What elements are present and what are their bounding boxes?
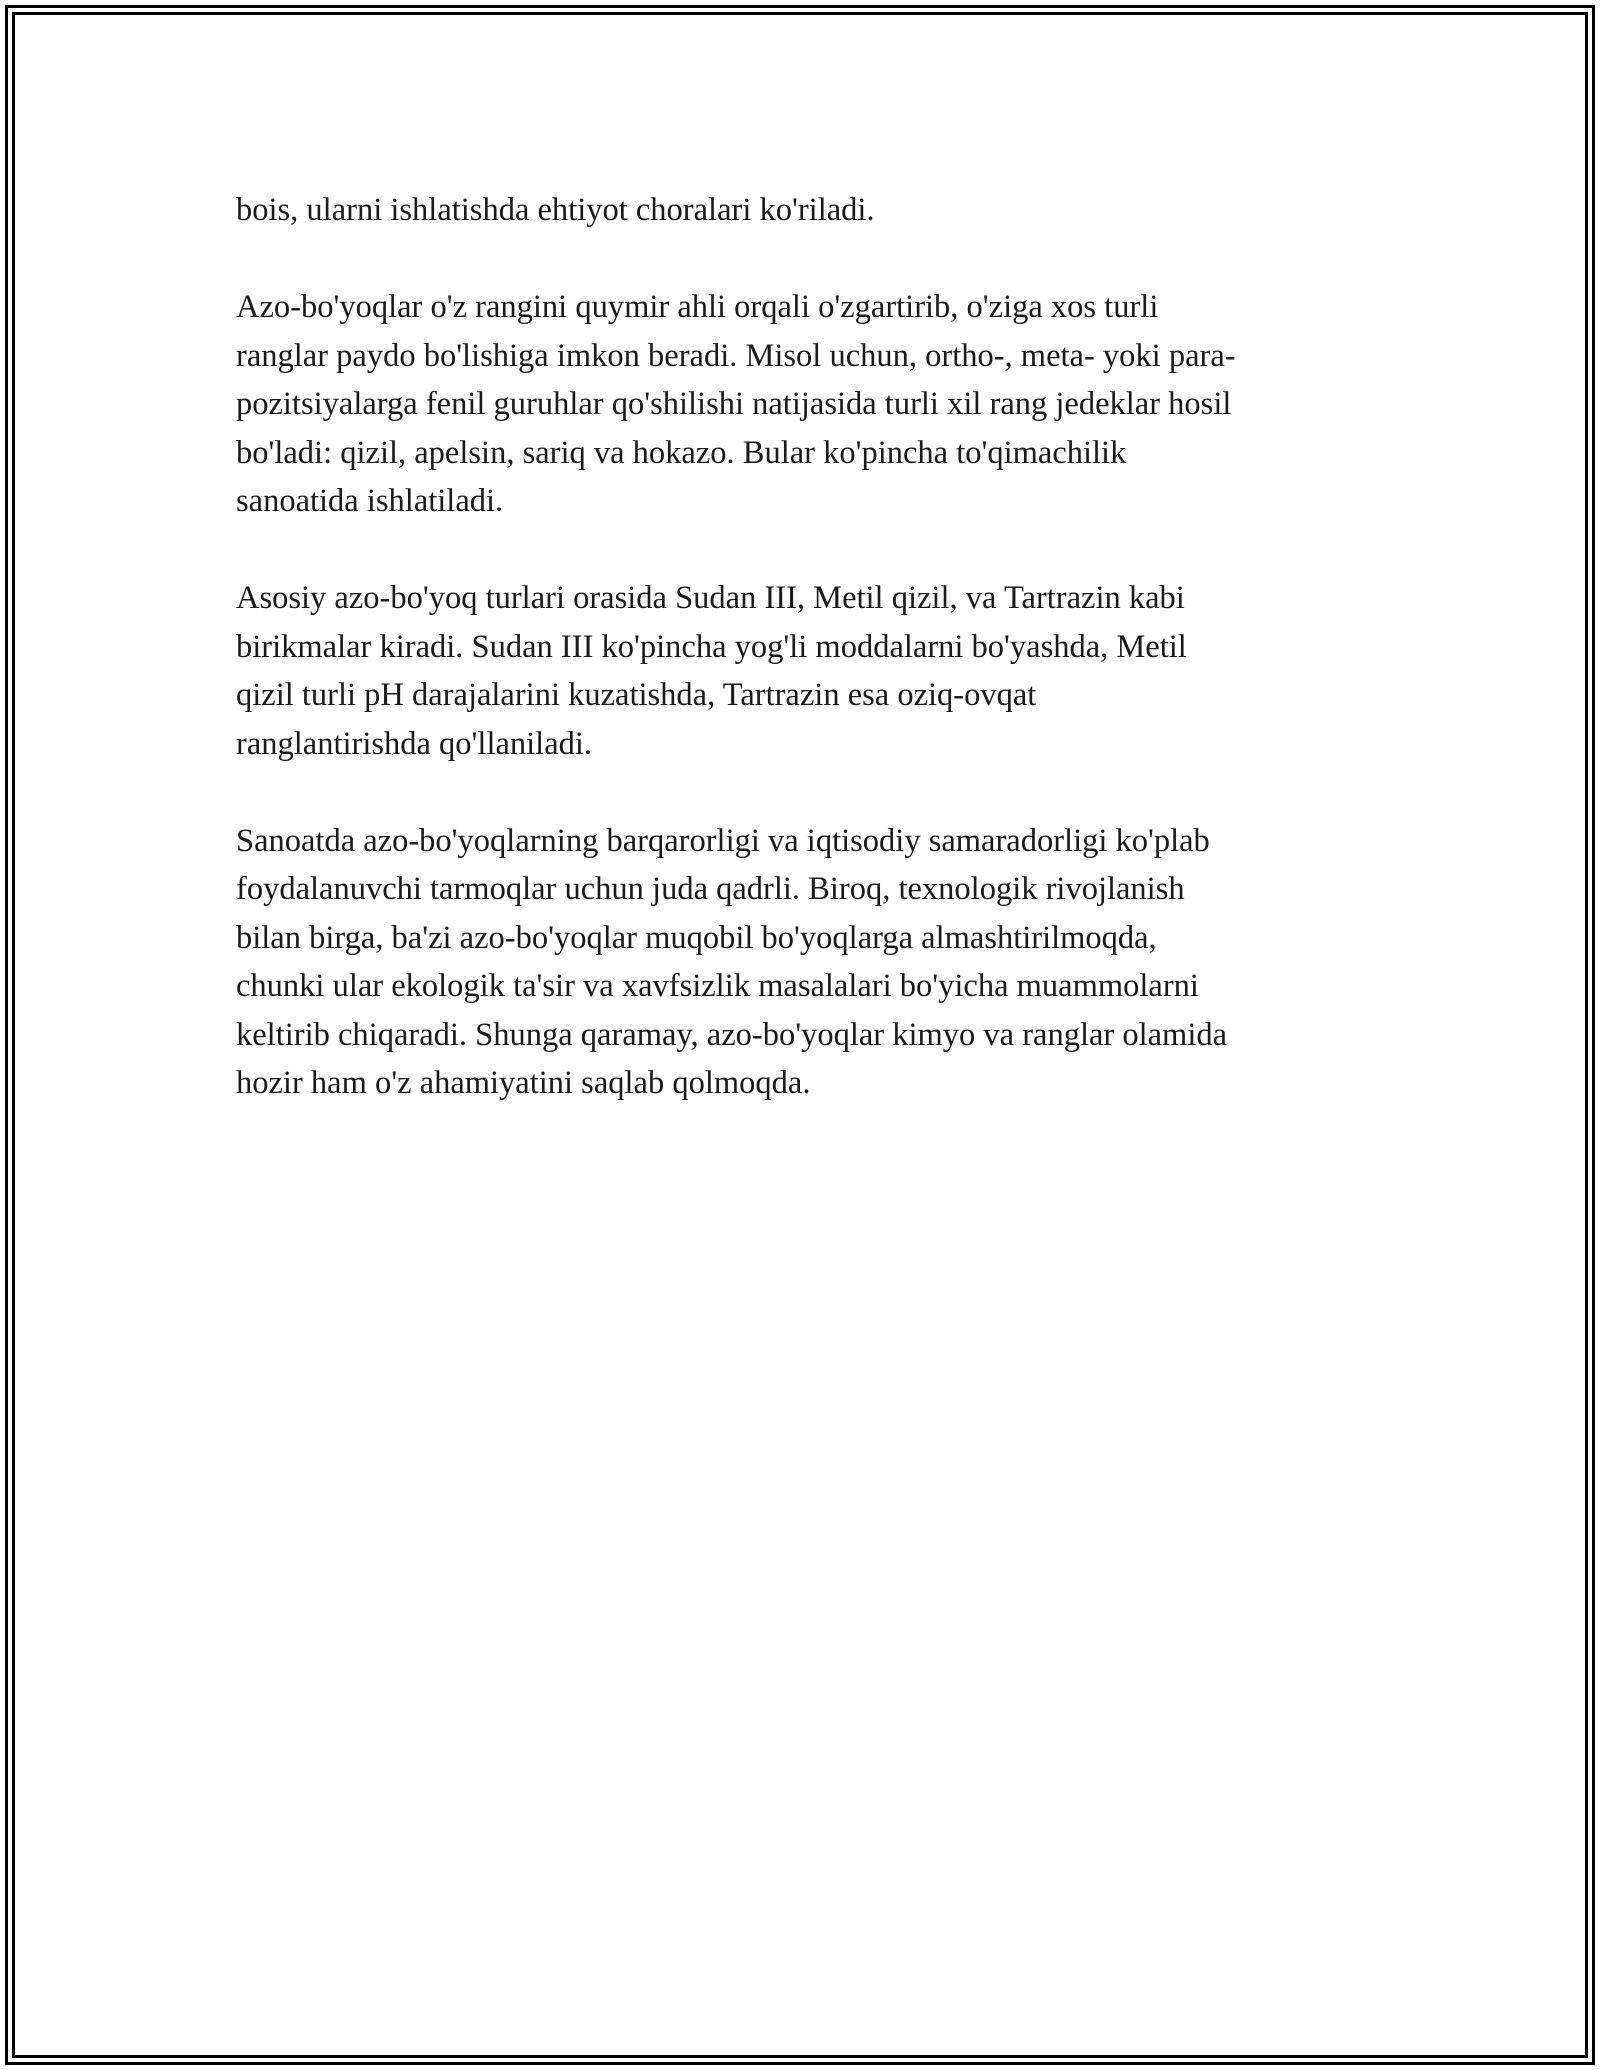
paragraph-3 <box>236 574 1366 768</box>
paragraph-2 <box>236 283 1366 526</box>
paragraph-line: Sanoatda azo-bo'yoqlarning barqarorligi va iqtisodiy samaradorligi ko'plab <box>236 822 1210 859</box>
paragraph-line: sanoatida ishlatiladi. <box>236 483 504 519</box>
paragraph-line: foydalanuvchi tarmoqlar uchun juda qadrli. Biroq, texnologik rivojlanish <box>236 871 1185 907</box>
paragraph-line: bois, ularni ishlatishda ehtiyot choralari ko'riladi. <box>236 192 875 228</box>
paragraph-4 <box>236 817 1366 1108</box>
paragraph-line: ranglar paydo bo'lishiga imkon beradi. Misol uchun, ortho-, meta- yoki para- <box>236 337 1236 374</box>
paragraph-line: birikmalar kiradi. Sudan III ko'pincha yog'li moddalarni bo'yashda, Metil <box>236 628 1187 665</box>
document-body <box>236 186 1366 1156</box>
paragraph-line: bilan birga, ba'zi azo-bo'yoqlar muqobil bo'yoqlarga almashtirilmoqda, <box>236 919 1157 956</box>
paragraph-line: Azo-bo'yoqlar o'z rangini quymir ahli orqali o'zgartirib, o'ziga xos turli <box>236 289 1159 325</box>
paragraph-line: ranglantirishda qo'llaniladi. <box>236 725 593 762</box>
paragraph-line: qizil turli pH darajalarini kuzatishda, Tartrazin esa oziq-ovqat <box>236 677 1037 713</box>
paragraph-1 <box>236 186 1366 235</box>
paragraph-line: chunki ular ekologik ta'sir va xavfsizlik masalalari bo'yicha muammolarni <box>236 968 1199 1004</box>
paragraph-line: keltirib chiqaradi. Shunga qaramay, azo-bo'yoqlar kimyo va ranglar olamida <box>236 1016 1228 1053</box>
paragraph-line: pozitsiyalarga fenil guruhlar qo'shilishi natijasida turli xil rang jedeklar hosil <box>236 386 1232 422</box>
paragraph-line: Asosiy azo-bo'yoq turlari orasida Sudan III, Metil qizil, va Tartrazin kabi <box>236 580 1185 616</box>
paragraph-line: hozir ham o'z ahamiyatini saqlab qolmoqda. <box>236 1065 811 1101</box>
paragraph-line: bo'ladi: qizil, apelsin, sariq va hokazo. Bular ko'pincha to'qimachilik <box>236 434 1127 471</box>
